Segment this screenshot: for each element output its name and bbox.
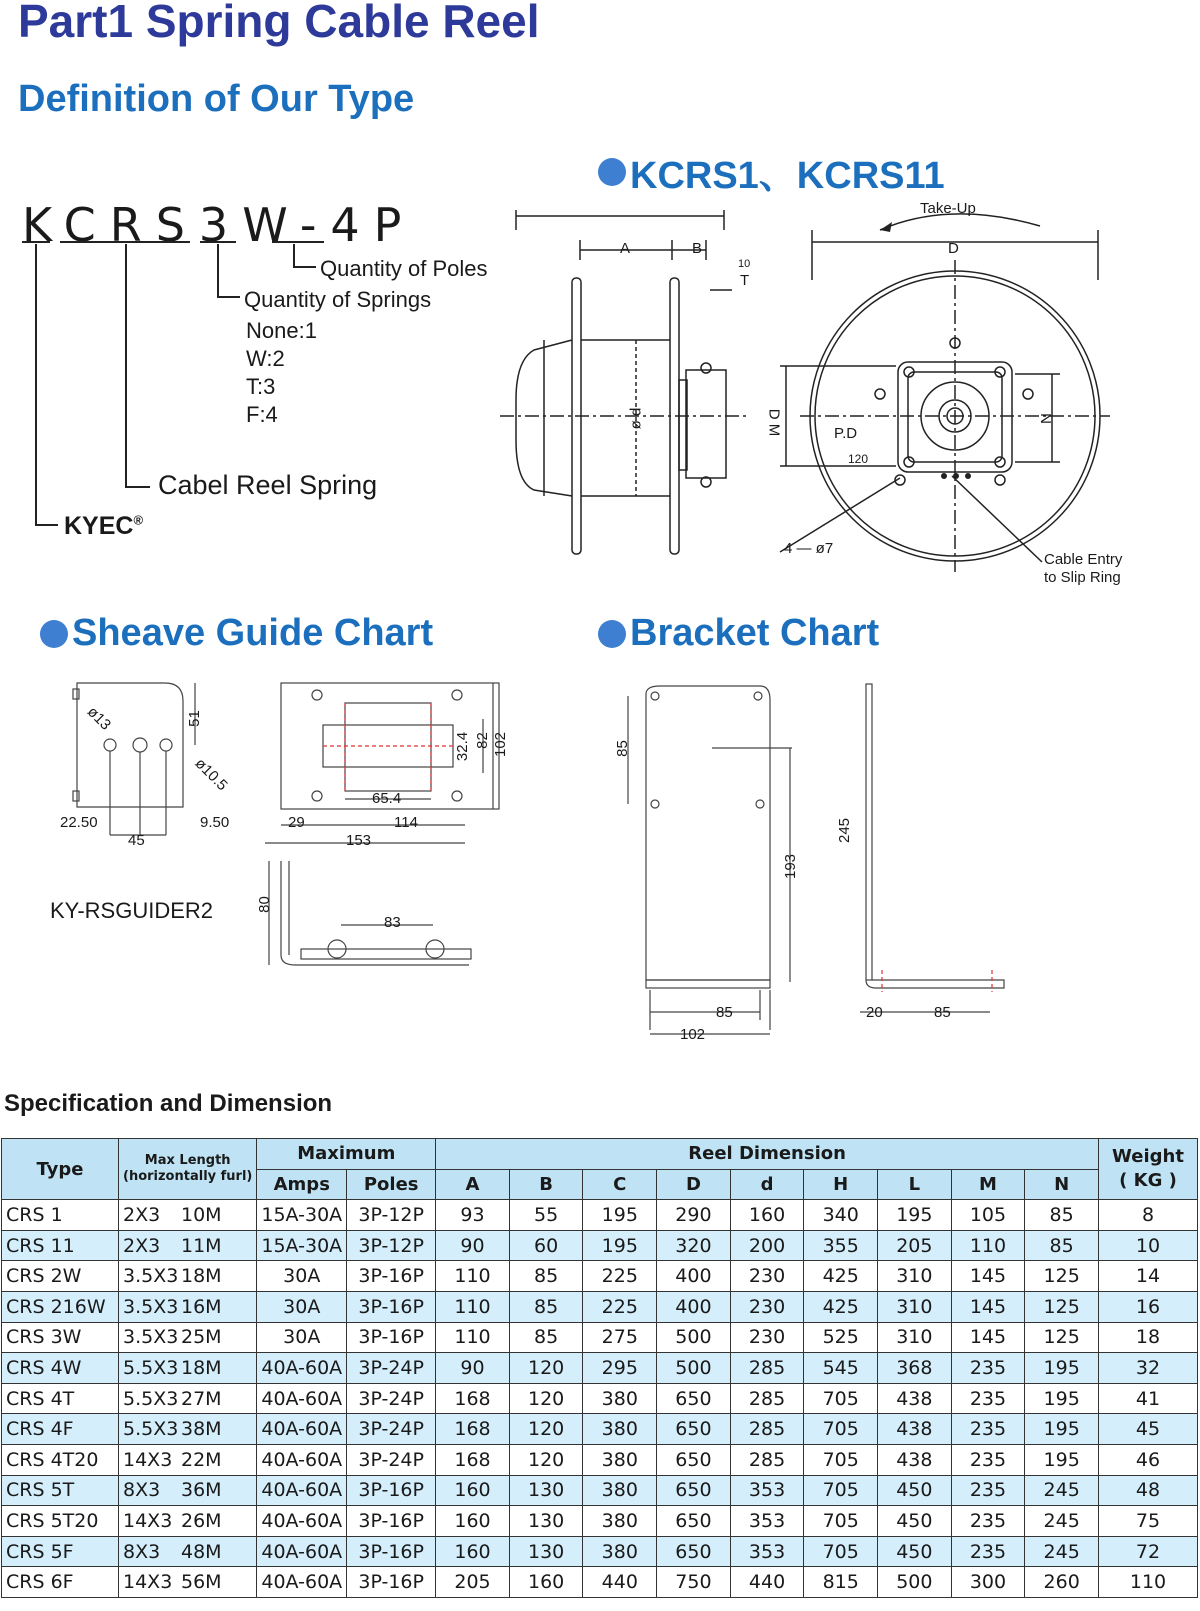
cell-l: 450 <box>878 1506 952 1537</box>
cell-m: 145 <box>951 1322 1025 1353</box>
label-cable-entry: Cable Entry <box>1044 551 1123 568</box>
cell-type: CRS 5F <box>2 1536 119 1567</box>
cell-l: 310 <box>878 1291 952 1322</box>
cell-b: 120 <box>509 1414 583 1445</box>
label-to-slip-ring: to Slip Ring <box>1044 569 1121 586</box>
cell-max-length <box>119 1444 257 1475</box>
cell-n: 260 <box>1025 1567 1099 1598</box>
cell-c: 225 <box>583 1291 657 1322</box>
cell-wt: 16 <box>1099 1291 1198 1322</box>
dim-dm: D M <box>765 408 783 437</box>
cell-length: 22M <box>181 1448 222 1471</box>
dim-120: 120 <box>848 452 869 466</box>
bracket-dim-193: 193 <box>782 853 800 880</box>
th-col: D <box>657 1169 731 1200</box>
cell-b: 130 <box>509 1506 583 1537</box>
cell-c: 225 <box>583 1261 657 1292</box>
cell-max-length <box>119 1291 257 1322</box>
cell-length: 36M <box>181 1479 222 1502</box>
cell-poles: 3P-16P <box>347 1506 436 1537</box>
bullet-icon <box>40 620 68 648</box>
label-take-up: Take-Up <box>920 200 976 217</box>
bracket-heading: Bracket Chart <box>598 612 879 655</box>
cell-h: 705 <box>804 1414 878 1445</box>
cell-d: 353 <box>730 1506 804 1537</box>
cell-cable: 8X3 <box>123 1540 161 1563</box>
cell-a: 205 <box>436 1567 510 1598</box>
cell-d: 160 <box>730 1200 804 1231</box>
dim-d-upper: D <box>948 240 959 257</box>
cell-n: 195 <box>1025 1414 1099 1445</box>
label-springs-none: None:1 <box>246 318 317 343</box>
cell-m: 145 <box>951 1291 1025 1322</box>
cell-type: CRS 3W <box>2 1322 119 1353</box>
cell-d: 290 <box>657 1200 731 1231</box>
cell-h: 815 <box>804 1567 878 1598</box>
cell-length: 26M <box>181 1509 222 1532</box>
cell-d: 200 <box>730 1230 804 1261</box>
cell-amps: 30A <box>257 1261 347 1292</box>
cell-c: 380 <box>583 1414 657 1445</box>
cell-max-length <box>119 1230 257 1261</box>
cell-n: 195 <box>1025 1353 1099 1384</box>
dim-45: 45 <box>128 832 145 849</box>
cell-length: 18M <box>181 1265 222 1288</box>
table-row <box>2 1567 1198 1598</box>
cell-h: 705 <box>804 1506 878 1537</box>
cell-n: 195 <box>1025 1383 1099 1414</box>
cell-amps: 15A-30A <box>257 1230 347 1261</box>
cell-wt: 32 <box>1099 1353 1198 1384</box>
table-row <box>2 1383 1198 1414</box>
th-max-length: Max Length (horizontally furl) <box>119 1139 257 1200</box>
table-row <box>2 1414 1198 1445</box>
bracket-dim-85: 85 <box>613 740 631 757</box>
sheave-heading: Sheave Guide Chart <box>40 612 433 655</box>
cell-d: 353 <box>730 1475 804 1506</box>
label-cable-reel-spring: Cabel Reel Spring <box>158 470 378 500</box>
cell-poles: 3P-24P <box>347 1414 436 1445</box>
table-row <box>2 1261 1198 1292</box>
cell-d: 285 <box>730 1353 804 1384</box>
cell-poles: 3P-24P <box>347 1444 436 1475</box>
cell-a: 110 <box>436 1261 510 1292</box>
dim-82: 82 <box>473 732 491 749</box>
cell-h: 705 <box>804 1383 878 1414</box>
cell-amps: 40A-60A <box>257 1444 347 1475</box>
cell-m: 300 <box>951 1567 1025 1598</box>
cell-max-length <box>119 1322 257 1353</box>
cell-m: 235 <box>951 1475 1025 1506</box>
cell-type: CRS 216W <box>2 1291 119 1322</box>
cell-poles: 3P-16P <box>347 1322 436 1353</box>
cell-wt: 48 <box>1099 1475 1198 1506</box>
cell-n: 85 <box>1025 1230 1099 1261</box>
cell-n: 245 <box>1025 1506 1099 1537</box>
cell-c: 380 <box>583 1444 657 1475</box>
definition-heading: Definition of Our Type <box>18 78 415 120</box>
cell-c: 380 <box>583 1475 657 1506</box>
cell-cable: 2X3 <box>123 1203 161 1226</box>
cell-amps: 40A-60A <box>257 1567 347 1598</box>
cell-a: 110 <box>436 1322 510 1353</box>
cell-amps: 40A-60A <box>257 1383 347 1414</box>
cell-amps: 40A-60A <box>257 1506 347 1537</box>
cell-m: 145 <box>951 1261 1025 1292</box>
cell-d: 285 <box>730 1414 804 1445</box>
cell-poles: 3P-16P <box>347 1291 436 1322</box>
cell-poles: 3P-16P <box>347 1567 436 1598</box>
cell-b: 85 <box>509 1322 583 1353</box>
th-col: L <box>878 1169 952 1200</box>
cell-wt: 41 <box>1099 1383 1198 1414</box>
dim-n: N <box>1036 413 1054 424</box>
table-row <box>2 1506 1198 1537</box>
dim-22-50: 22.50 <box>60 814 98 831</box>
cell-a: 160 <box>436 1506 510 1537</box>
cell-m: 105 <box>951 1200 1025 1231</box>
cell-m: 110 <box>951 1230 1025 1261</box>
cell-amps: 40A-60A <box>257 1475 347 1506</box>
bracket-dim-245: 245 <box>836 817 854 844</box>
cell-wt: 45 <box>1099 1414 1198 1445</box>
th-weight: Weight ( KG ) <box>1099 1139 1198 1200</box>
cell-poles: 3P-16P <box>347 1475 436 1506</box>
cell-amps: 15A-30A <box>257 1200 347 1231</box>
dim-51: 51 <box>185 710 203 727</box>
cell-length: 18M <box>181 1356 222 1379</box>
cell-d: 285 <box>730 1444 804 1475</box>
bullet-icon <box>598 620 626 648</box>
dim-a: A <box>620 240 631 257</box>
dim-d-lower: ø d <box>627 407 645 430</box>
cell-l: 310 <box>878 1322 952 1353</box>
cell-c: 275 <box>583 1322 657 1353</box>
cell-h: 340 <box>804 1200 878 1231</box>
th-col: B <box>509 1169 583 1200</box>
cell-l: 310 <box>878 1261 952 1292</box>
dim-10: 10 <box>738 258 751 270</box>
cell-poles: 3P-24P <box>347 1383 436 1414</box>
cell-a: 160 <box>436 1475 510 1506</box>
cell-n: 85 <box>1025 1200 1099 1231</box>
cell-n: 125 <box>1025 1291 1099 1322</box>
cell-amps: 40A-60A <box>257 1536 347 1567</box>
cell-b: 120 <box>509 1353 583 1384</box>
spec-table <box>1 1138 1198 1598</box>
cell-cable: 14X3 <box>123 1571 173 1594</box>
cell-type: CRS 1 <box>2 1200 119 1231</box>
cell-a: 168 <box>436 1444 510 1475</box>
dim-10-5: ø10.5 <box>191 754 231 795</box>
th-col: A <box>436 1169 510 1200</box>
cell-d: 320 <box>657 1230 731 1261</box>
cell-length: 27M <box>181 1387 222 1410</box>
cell-m: 235 <box>951 1353 1025 1384</box>
cell-d: 500 <box>657 1322 731 1353</box>
cell-max-length <box>119 1567 257 1598</box>
cell-b: 130 <box>509 1536 583 1567</box>
dim-9-50: 9.50 <box>200 814 230 831</box>
th-col: H <box>804 1169 878 1200</box>
cell-h: 425 <box>804 1291 878 1322</box>
kcrs-reel-drawing <box>500 200 1190 600</box>
cell-type: CRS 5T <box>2 1475 119 1506</box>
cell-n: 195 <box>1025 1444 1099 1475</box>
cell-d: 650 <box>657 1506 731 1537</box>
cell-type: CRS 5T20 <box>2 1506 119 1537</box>
cell-type: CRS 4T <box>2 1383 119 1414</box>
cell-m: 235 <box>951 1536 1025 1567</box>
cell-m: 235 <box>951 1383 1025 1414</box>
th-type: Type <box>2 1139 119 1200</box>
cell-cable: 3.5X3 <box>123 1265 179 1288</box>
cell-d: 230 <box>730 1261 804 1292</box>
table-row <box>2 1475 1198 1506</box>
cell-cable: 5.5X3 <box>123 1387 179 1410</box>
table-row <box>2 1291 1198 1322</box>
cell-n: 125 <box>1025 1261 1099 1292</box>
cell-l: 500 <box>878 1567 952 1598</box>
cell-c: 195 <box>583 1200 657 1231</box>
cell-d: 650 <box>657 1475 731 1506</box>
cell-poles: 3P-16P <box>347 1536 436 1567</box>
cell-b: 55 <box>509 1200 583 1231</box>
bracket-dim-85-bottom: 85 <box>716 1004 733 1021</box>
cell-a: 168 <box>436 1414 510 1445</box>
cell-c: 440 <box>583 1567 657 1598</box>
th-col: C <box>583 1169 657 1200</box>
cell-l: 368 <box>878 1353 952 1384</box>
cell-d: 650 <box>657 1536 731 1567</box>
dim-holes: 4 — ø7 <box>784 540 834 557</box>
dim-29: 29 <box>288 814 305 831</box>
cell-length: 11M <box>181 1234 222 1257</box>
cell-h: 545 <box>804 1353 878 1384</box>
cell-max-length <box>119 1353 257 1384</box>
cell-b: 120 <box>509 1444 583 1475</box>
dim-32-4: 32.4 <box>454 731 472 762</box>
dim-t: T <box>740 272 750 289</box>
cell-d: 650 <box>657 1414 731 1445</box>
table-row <box>2 1322 1198 1353</box>
cell-cable: 2X3 <box>123 1234 161 1257</box>
cell-c: 380 <box>583 1506 657 1537</box>
cell-n: 245 <box>1025 1536 1099 1567</box>
cell-max-length <box>119 1261 257 1292</box>
cell-b: 85 <box>509 1291 583 1322</box>
type-code: KCRS3W-4P <box>22 198 416 252</box>
cell-d: 500 <box>657 1353 731 1384</box>
cell-max-length <box>119 1536 257 1567</box>
cell-amps: 30A <box>257 1291 347 1322</box>
cell-length: 56M <box>181 1571 222 1594</box>
cell-h: 705 <box>804 1444 878 1475</box>
cell-cable: 14X3 <box>123 1448 173 1471</box>
label-quantity-of-springs: Quantity of Springs <box>244 287 432 312</box>
cell-l: 195 <box>878 1200 952 1231</box>
cell-amps: 40A-60A <box>257 1353 347 1384</box>
cell-b: 85 <box>509 1261 583 1292</box>
bracket-dim-20: 20 <box>866 1004 883 1021</box>
cell-h: 425 <box>804 1261 878 1292</box>
cell-wt: 72 <box>1099 1536 1198 1567</box>
cell-b: 160 <box>509 1567 583 1598</box>
label-quantity-of-poles: Quantity of Poles <box>320 256 488 281</box>
cell-l: 438 <box>878 1444 952 1475</box>
cell-l: 438 <box>878 1383 952 1414</box>
spec-heading: Specification and Dimension <box>4 1090 333 1117</box>
cell-wt: 14 <box>1099 1261 1198 1292</box>
cell-m: 235 <box>951 1414 1025 1445</box>
cell-d: 400 <box>657 1291 731 1322</box>
dim-102: 102 <box>492 731 510 758</box>
cell-h: 355 <box>804 1230 878 1261</box>
dim-114: 114 <box>394 814 418 831</box>
th-poles: Poles <box>347 1169 436 1200</box>
cell-d: 285 <box>730 1383 804 1414</box>
dim-b: B <box>692 240 703 257</box>
cell-h: 525 <box>804 1322 878 1353</box>
cell-max-length <box>119 1475 257 1506</box>
dim-80: 80 <box>255 896 273 913</box>
kcrs-heading: KCRS1、KCRS11 <box>598 144 945 199</box>
th-amps: Amps <box>257 1169 347 1200</box>
cell-h: 705 <box>804 1475 878 1506</box>
cell-cable: 8X3 <box>123 1479 161 1502</box>
cell-type: CRS 4T20 <box>2 1444 119 1475</box>
cell-d: 400 <box>657 1261 731 1292</box>
dim-153: 153 <box>346 832 372 849</box>
cell-a: 90 <box>436 1353 510 1384</box>
th-col: M <box>951 1169 1025 1200</box>
dim-65-4: 65.4 <box>372 790 402 807</box>
cell-type: CRS 4F <box>2 1414 119 1445</box>
cell-a: 168 <box>436 1383 510 1414</box>
cell-c: 380 <box>583 1536 657 1567</box>
brand-kyec: KYEC® <box>64 512 144 540</box>
cell-a: 93 <box>436 1200 510 1231</box>
cell-b: 130 <box>509 1475 583 1506</box>
cell-c: 295 <box>583 1353 657 1384</box>
cell-a: 110 <box>436 1291 510 1322</box>
cell-max-length <box>119 1200 257 1231</box>
cell-d: 230 <box>730 1291 804 1322</box>
cell-length: 25M <box>181 1326 222 1349</box>
cell-wt: 18 <box>1099 1322 1198 1353</box>
cell-b: 60 <box>509 1230 583 1261</box>
cell-a: 160 <box>436 1536 510 1567</box>
table-row <box>2 1353 1198 1384</box>
cell-wt: 10 <box>1099 1230 1198 1261</box>
cell-poles: 3P-24P <box>347 1353 436 1384</box>
model-ky-rsguider2: KY-RSGUIDER2 <box>50 898 214 923</box>
table-row <box>2 1444 1198 1475</box>
bracket-dim-102: 102 <box>680 1026 706 1043</box>
cell-type: CRS 6F <box>2 1567 119 1598</box>
th-maximum: Maximum <box>257 1139 436 1170</box>
cell-l: 205 <box>878 1230 952 1261</box>
cell-wt: 75 <box>1099 1506 1198 1537</box>
dim-13: ø13 <box>83 703 115 734</box>
label-springs-t: T:3 <box>246 374 276 399</box>
cell-cable: 3.5X3 <box>123 1326 179 1349</box>
table-row <box>2 1536 1198 1567</box>
bracket-dim-85-side: 85 <box>934 1004 951 1021</box>
th-col: N <box>1025 1169 1099 1200</box>
cell-type: CRS 4W <box>2 1353 119 1384</box>
cell-d: 440 <box>730 1567 804 1598</box>
label-springs-w: W:2 <box>246 346 285 371</box>
spec-table-body <box>2 1200 1198 1598</box>
cell-m: 235 <box>951 1506 1025 1537</box>
cell-cable: 5.5X3 <box>123 1356 179 1379</box>
cell-cable: 3.5X3 <box>123 1295 179 1318</box>
cell-max-length <box>119 1506 257 1537</box>
bracket-drawing <box>620 680 1020 1060</box>
label-springs-f: F:4 <box>246 402 278 427</box>
cell-d: 650 <box>657 1383 731 1414</box>
cell-length: 10M <box>181 1203 222 1226</box>
cell-l: 450 <box>878 1475 952 1506</box>
bullet-icon <box>598 158 626 186</box>
cell-wt: 8 <box>1099 1200 1198 1231</box>
th-reel-dimension: Reel Dimension <box>436 1139 1099 1170</box>
cell-length: 48M <box>181 1540 222 1563</box>
cell-c: 195 <box>583 1230 657 1261</box>
cell-cable: 14X3 <box>123 1509 173 1532</box>
cell-n: 245 <box>1025 1475 1099 1506</box>
cell-b: 120 <box>509 1383 583 1414</box>
table-row <box>2 1230 1198 1261</box>
cell-m: 235 <box>951 1444 1025 1475</box>
cell-a: 90 <box>436 1230 510 1261</box>
table-row <box>2 1200 1198 1231</box>
cell-poles: 3P-12P <box>347 1230 436 1261</box>
cell-cable: 5.5X3 <box>123 1418 179 1441</box>
dim-pd: P.D <box>834 425 858 442</box>
cell-type: CRS 2W <box>2 1261 119 1292</box>
cell-poles: 3P-16P <box>347 1261 436 1292</box>
cell-type: CRS 11 <box>2 1230 119 1261</box>
cell-length: 16M <box>181 1295 222 1318</box>
page-title: Part1 Spring Cable Reel <box>18 0 540 47</box>
th-col: d <box>730 1169 804 1200</box>
cell-d: 230 <box>730 1322 804 1353</box>
cell-max-length <box>119 1414 257 1445</box>
cell-poles: 3P-12P <box>347 1200 436 1231</box>
cell-l: 438 <box>878 1414 952 1445</box>
cell-wt: 110 <box>1099 1567 1198 1598</box>
cell-d: 650 <box>657 1444 731 1475</box>
cell-c: 380 <box>583 1383 657 1414</box>
cell-n: 125 <box>1025 1322 1099 1353</box>
cell-d: 353 <box>730 1536 804 1567</box>
cell-amps: 40A-60A <box>257 1414 347 1445</box>
cell-length: 38M <box>181 1418 222 1441</box>
cell-l: 450 <box>878 1536 952 1567</box>
cell-wt: 46 <box>1099 1444 1198 1475</box>
dim-83: 83 <box>384 914 401 931</box>
cell-h: 705 <box>804 1536 878 1567</box>
cell-max-length <box>119 1383 257 1414</box>
cell-amps: 30A <box>257 1322 347 1353</box>
cell-d: 750 <box>657 1567 731 1598</box>
